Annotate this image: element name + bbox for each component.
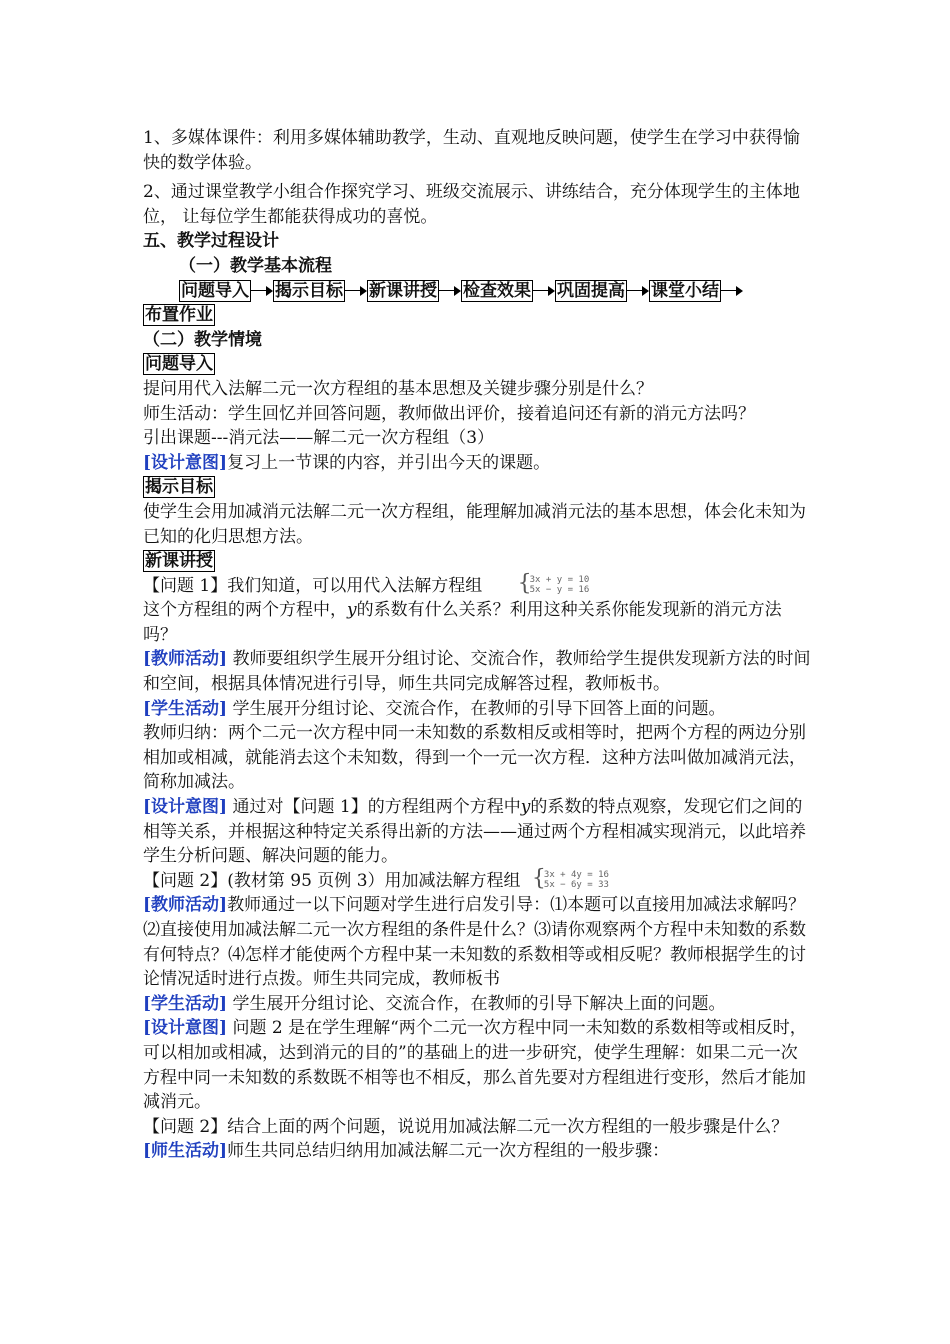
- section-title-goals: 揭示目标: [145, 477, 213, 498]
- flow-step-3: 新课讲授: [369, 280, 437, 301]
- section-title-intro: 问题导入: [145, 354, 213, 375]
- arrow-right-icon: [251, 285, 273, 297]
- teaching-flowchart-cont: [143, 303, 813, 328]
- subheading-context: （二）教学情境: [143, 329, 262, 350]
- flow-step-4: 检查效果: [463, 280, 531, 301]
- flow-step-1: 问题导入: [181, 280, 249, 301]
- intro-intent: [设计意图]复习上一节课的内容，并引出今天的课题。: [143, 452, 551, 473]
- arrow-right-icon: [533, 285, 555, 297]
- intent-tag: [设计意图]: [143, 452, 228, 473]
- flow-step-2: 揭示目标: [275, 280, 343, 301]
- intro-activity: 师生活动：学生回忆并回答问题，教师做出评价，接着追问还有新的消元方法吗？: [143, 403, 755, 424]
- teacher-activity-1: [教师活动] 教师要组织学生展开分组讨论、交流合作，教师给学生提供发现新方法的时间和空间，根据具体情况进行引导，师生共同完成解答过程，教师板书。: [143, 649, 811, 695]
- question-1-text: 这个方程组的两个方程中，y的系数有什么关系？利用这种关系你能发现新的消元方法吗？: [143, 600, 782, 645]
- section-heading-5: 五、教学过程设计: [143, 231, 279, 252]
- document-page: [143, 126, 813, 1164]
- arrow-right-icon: [439, 285, 461, 297]
- student-activity-2: [学生活动] 学生展开分组讨论、交流合作，在教师的引导下解决上面的问题。: [143, 993, 726, 1014]
- design-intent-1: [设计意图] 通过对【问题 1】的方程组两个方程中y的系数的特点观察，发现它们之间的相等关系，并根据这种特定关系得出新的方法——通过两个方程相减实现消元，以此培养学生分析问题、解决问题的能力。: [143, 797, 806, 867]
- brace-icon: {: [531, 866, 546, 892]
- arrow-right-icon: [345, 285, 367, 297]
- strategy-1: 1、多媒体课件：利用多媒体辅助教学，生动、直观地反映问题，使学生在学习中获得愉快的数学体验。: [143, 128, 800, 173]
- strategy-2: 2、通过课堂教学小组合作探究学习、班级交流展示、讲练结合，充分体现学生的主体地位， 让每位学生都能获得成功的喜悦。: [143, 182, 800, 227]
- section-title-new-lesson: 新课讲授: [145, 551, 213, 572]
- brace-icon: {: [517, 571, 532, 597]
- teaching-flowchart: [143, 279, 813, 304]
- flow-step-6: 课堂小结: [651, 280, 719, 301]
- question-2: 【问题 2】(教材第 95 页例 3）用加减法解方程组 { 3x + 4y = 16 5x − 6y = 33: [143, 869, 813, 894]
- teacher-summary: 教师归纳：两个二元一次方程中同一未知数的系数相反或相等时，把两个方程的两边分别相加或相减，就能消去这个未知数，得到一个一元一次方程．这种方法叫做加减消元法，简称加减法。: [143, 723, 806, 793]
- question-1: 【问题 1】我们知道，可以用代入法解方程组 { 3x + y = 10 5x − y = 16: [143, 574, 813, 599]
- teacher-activity-2: [教师活动]教师通过一以下问题对学生进行启发引导：⑴本题可以直接用加减法求解吗？⑵直接使用加减法解二元一次方程组的条件是什么？⑶请你观察两个方程中未知数的系数有何特点？⑷怎样才能使两个方程中某一未知数的系数相等或相反呢？教师根据学生的讨论情况适时进行点拨。师生共同完成，教师板书: [143, 895, 806, 990]
- question-3: 【问题 2】结合上面的两个问题，说说用加减法解二元一次方程组的一般步骤是什么？: [143, 1116, 789, 1137]
- equation-system-2: { 3x + 4y = 16 5x − 6y = 33: [531, 866, 609, 892]
- intro-question: 提问用代入法解二元一次方程组的基本思想及关键步骤分别是什么？: [143, 378, 653, 399]
- arrow-right-icon: [627, 285, 649, 297]
- equation-system-1: { 3x + y = 10 5x − y = 16: [517, 571, 590, 597]
- flow-step-5: 巩固提高: [557, 280, 625, 301]
- student-activity-1: [学生活动] 学生展开分组讨论、交流合作，在教师的引导下回答上面的问题。: [143, 698, 726, 719]
- design-intent-2: [设计意图] 问题 2 是在学生理解“两个二元一次方程中同一未知数的系数相等或相反时，可以相加或相减，达到消元的目的”的基础上的进一步研究，使学生理解：如果二元一次方程中同一未知数的系数既不相等也不相反，那么首先要对方程组进行变形，然后才能加减消元。: [143, 1018, 807, 1113]
- subheading-basic-flow: （一）教学基本流程: [179, 255, 332, 276]
- teacher-student-activity: [师生活动]师生共同总结归纳用加减法解二元一次方程组的一般步骤：: [143, 1141, 670, 1162]
- flow-step-7: 布置作业: [145, 305, 213, 326]
- goals-text: 使学生会用加减消元法解二元一次方程组，能理解加减消元法的基本思想，体会化未知为已知的化归思想方法。: [143, 501, 806, 547]
- arrow-right-icon: [721, 285, 743, 297]
- intro-topic: 引出课题---消元法——解二元一次方程组（3）: [143, 428, 495, 449]
